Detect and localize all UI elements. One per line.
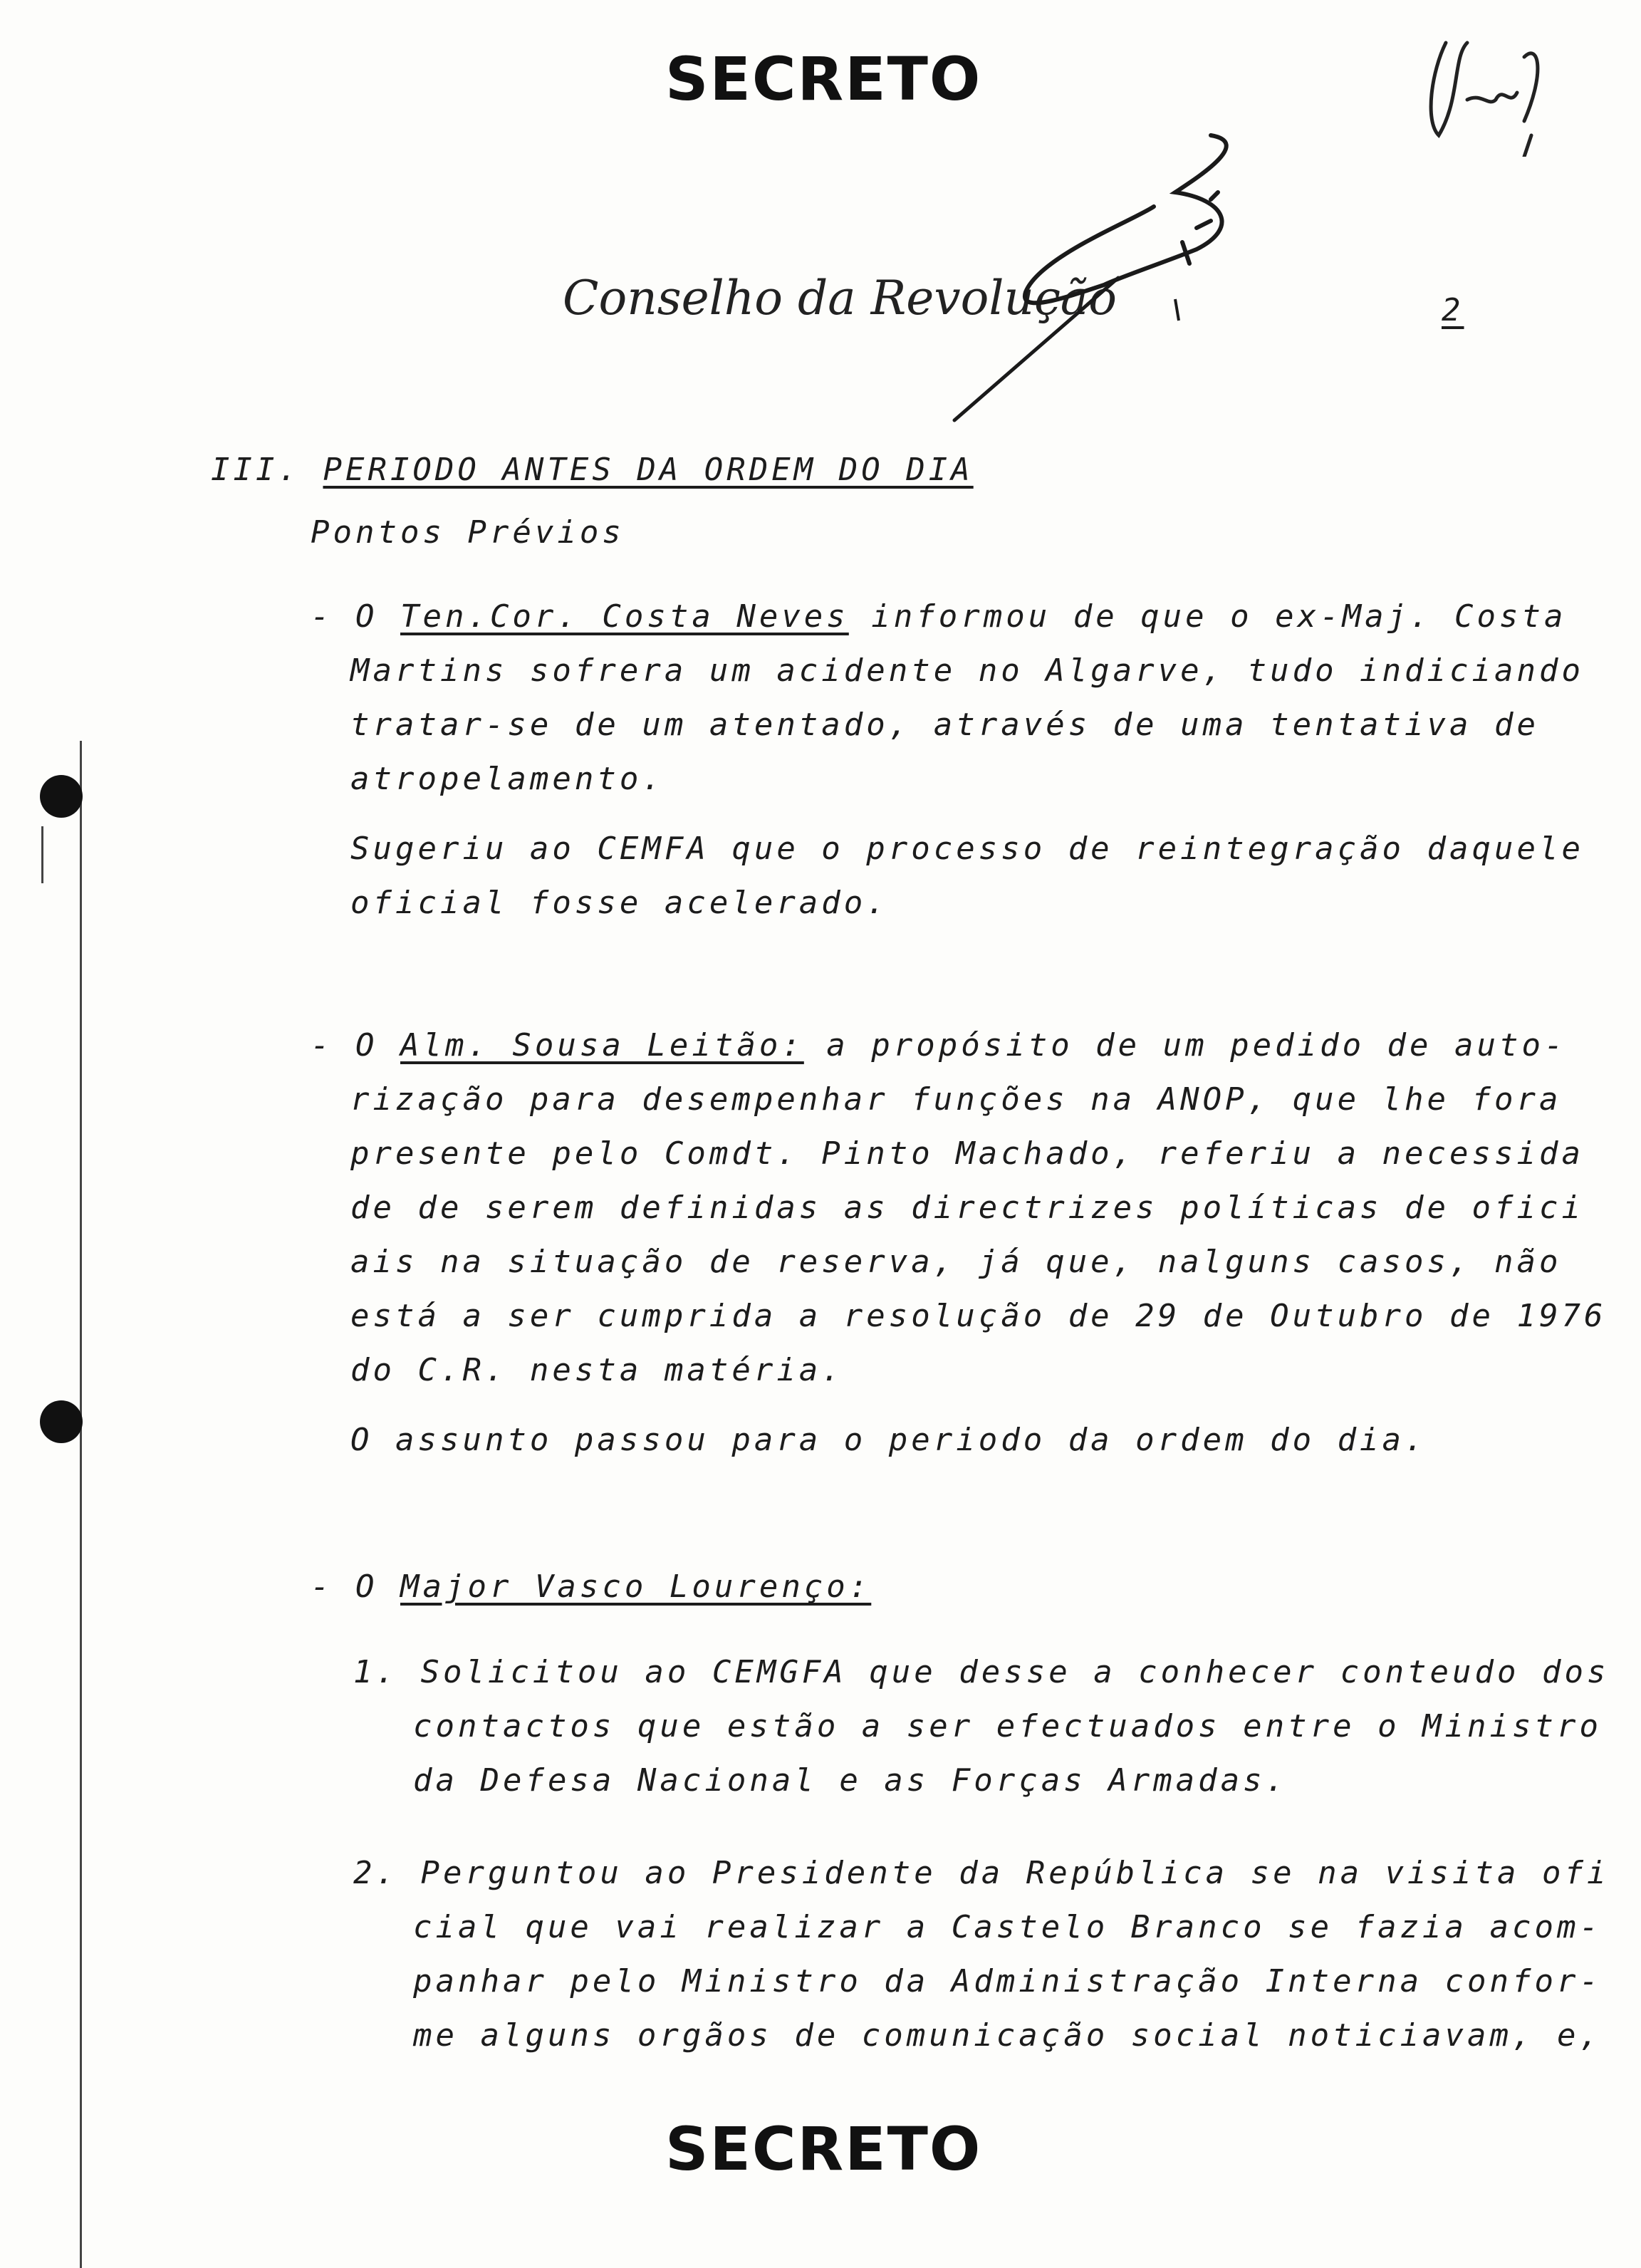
item-sousa-leitao bbox=[311, 1019, 1606, 1398]
item-line: rização para desempenhar funções na ANOP, que lhe fora bbox=[350, 1081, 1562, 1118]
item-costa-neves-para2 bbox=[350, 822, 1584, 930]
speaker-name: Major Vasco Lourenço: bbox=[400, 1569, 872, 1605]
classification-stamp-bottom: SECRETO bbox=[665, 2114, 982, 2184]
item-line: do C.R. nesta matéria. bbox=[350, 1352, 844, 1388]
item-vasco-lourenco: - O Major Vasco Lourenço: bbox=[311, 1569, 872, 1605]
item-sousa-leitao-para2: O assunto passou para o periodo da ordem do dia. bbox=[350, 1422, 1427, 1458]
handwritten-initials bbox=[1417, 14, 1560, 157]
item-line: - O Ten.Cor. Costa Neves informou de que o ex-Maj. Costa bbox=[311, 598, 1567, 635]
margin-line bbox=[80, 741, 82, 2268]
sub-item-1 bbox=[353, 1645, 1609, 1808]
item-line: ais na situação de reserva, já que, nalguns casos, não bbox=[350, 1244, 1562, 1280]
section-title: PERIODO ANTES DA ORDEM DO DIA bbox=[323, 452, 974, 488]
margin-mark bbox=[41, 826, 43, 883]
item-line: tratar-se de um atentado, através de uma tentativa de bbox=[350, 707, 1539, 743]
speaker-name: Ten.Cor. Costa Neves bbox=[400, 598, 849, 635]
item-line: Martins sofrera um acidente no Algarve, tudo indiciando bbox=[350, 652, 1584, 689]
item-line: - O Alm. Sousa Leitão: a propósito de um pedido de auto- bbox=[311, 1027, 1567, 1063]
letterhead: Conselho da Revolução bbox=[563, 271, 1118, 326]
section-heading bbox=[211, 443, 974, 497]
punch-hole bbox=[40, 775, 83, 818]
item-line: Sugeriu ao CEMFA que o processo de reintegração daquele bbox=[350, 831, 1584, 867]
item-line: 2. Perguntou ao Presidente da República se na visita ofi bbox=[353, 1855, 1610, 1891]
item-line: contactos que estão a ser efectuados entre o Ministro bbox=[413, 1708, 1602, 1744]
speaker-name: Alm. Sousa Leitão: bbox=[400, 1027, 804, 1063]
signature bbox=[940, 114, 1268, 442]
item-line: oficial fosse acelerado. bbox=[350, 885, 889, 921]
item-costa-neves bbox=[311, 590, 1584, 806]
item-line: está a ser cumprida a resolução de 29 de Outubro de 1976 bbox=[350, 1298, 1607, 1334]
item-line: panhar pelo Ministro da Administração Interna confor- bbox=[413, 1963, 1602, 1999]
item-line: de de serem definidas as directrizes políticas de ofici bbox=[350, 1190, 1584, 1226]
section-subtitle: Pontos Prévios bbox=[311, 514, 625, 551]
page-number: 2 bbox=[1442, 292, 1464, 328]
section-numeral: III. bbox=[211, 452, 301, 488]
item-line: presente pelo Comdt. Pinto Machado, referiu a necessida bbox=[350, 1135, 1584, 1172]
item-line: cial que vai realizar a Castelo Branco se fazia acom- bbox=[413, 1909, 1602, 1945]
classification-stamp-top: SECRETO bbox=[665, 44, 982, 114]
sub-item-2 bbox=[353, 1846, 1609, 2063]
item-line: atropelamento. bbox=[350, 761, 665, 797]
item-line: me alguns orgãos de comunicação social noticiavam, e, bbox=[413, 2017, 1602, 2054]
punch-hole bbox=[40, 1400, 83, 1443]
item-line: 1. Solicitou ao CEMGFA que desse a conhecer conteudo dos bbox=[353, 1654, 1610, 1690]
item-line: da Defesa Nacional e as Forças Armadas. bbox=[413, 1762, 1288, 1799]
